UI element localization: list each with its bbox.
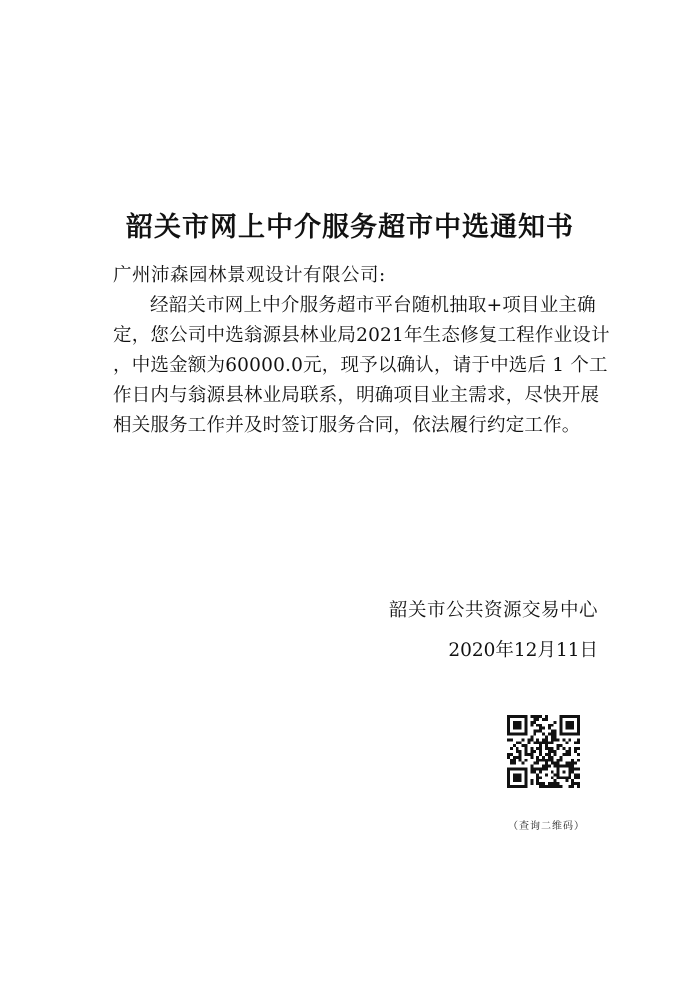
body-line: 作日内与翁源县林业局联系，明确项目业主需求，尽快开展 <box>113 385 600 406</box>
body-line: ，中选金额为60000.0元，现予以确认，请于中选后 1 个工 <box>113 355 608 376</box>
qr-code-icon <box>507 715 580 788</box>
issue-date: 2020年12月11日 <box>448 640 598 661</box>
body-line: 相关服务工作并及时签订服务合同，依法履行约定工作。 <box>113 415 581 436</box>
qr-caption: （查询二维码） <box>508 821 585 832</box>
body-line: 定，您公司中选翁源县林业局2021年生态修复工程作业设计 <box>113 325 610 346</box>
addressee: 广州沛森园林景观设计有限公司: <box>113 265 386 286</box>
notice-body <box>113 291 610 441</box>
document-title: 韶关市网上中介服务超市中选通知书 <box>126 212 574 243</box>
issuer-name: 韶关市公共资源交易中心 <box>388 600 598 621</box>
body-line: 经韶关市网上中介服务超市平台随机抽取+项目业主确 <box>150 295 596 316</box>
